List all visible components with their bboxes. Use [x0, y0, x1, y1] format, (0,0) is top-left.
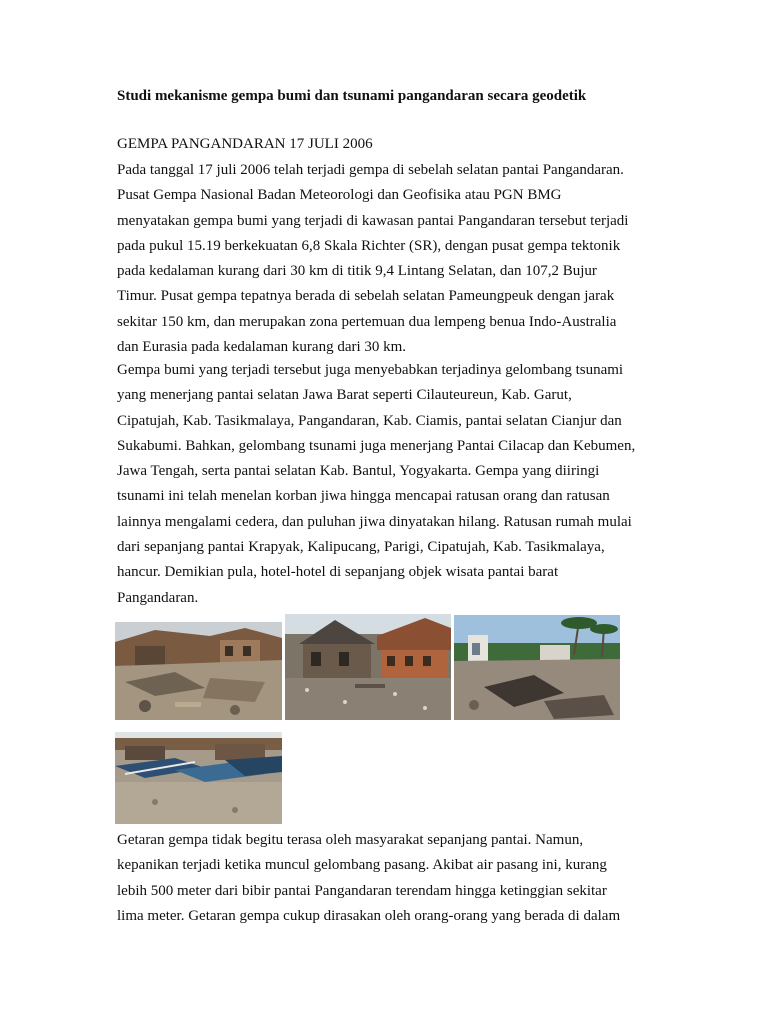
photo-beach-debris [454, 615, 620, 720]
section-heading: GEMPA PANGANDARAN 17 JULI 2006 [117, 136, 373, 152]
paragraph-line: tsunami ini telah menelan korban jiwa hingga mencapai ratusan orang dan ratusan [117, 488, 610, 505]
paragraph-line: Jawa Tengah, serta pantai selatan Kab. Bantul, Yogyakarta. Gempa yang diiringi [117, 463, 600, 480]
paragraph-1 [117, 158, 677, 360]
paragraph-line: lainnya mengalami cedera, dan puluhan jiwa dinyatakan hilang. Ratusan rumah mulai [117, 513, 632, 530]
paragraph-line: menyatakan gempa bumi yang terjadi di kawasan pantai Pangandaran tersebut terjadi [117, 212, 629, 229]
paragraph-line: sekitar 150 km, dan merupakan zona pertemuan dua lempeng benua Indo-Australia [117, 313, 617, 330]
paragraph-line: hancur. Demikian pula, hotel-hotel di sepanjang objek wisata pantai barat [117, 564, 559, 581]
paragraph-line: Gempa bumi yang terjadi tersebut juga menyebabkan terjadinya gelombang tsunami [117, 362, 624, 378]
paragraph-line: Cipatujah, Kab. Tasikmalaya, Pangandaran, Kab. Ciamis, pantai selatan Cianjur dan [117, 412, 622, 429]
paragraph-line: kepanikan terjadi ketika muncul gelombang pasang. Akibat air pasang ini, kurang [117, 857, 607, 874]
paragraph-3 [117, 828, 677, 929]
photo-damaged-boats [115, 732, 282, 824]
paragraph-line: Sukabumi. Bahkan, gelombang tsunami juga menerjang Pantai Cilacap dan Kebumen, [117, 437, 636, 454]
paragraph-line: dari sepanjang pantai Krapyak, Kalipucang, Parigi, Cipatujah, Kab. Tasikmalaya, [117, 539, 605, 556]
paragraph-line: yang menerjang pantai selatan Jawa Barat seperti Cilauteureun, Kab. Garut, [117, 387, 572, 404]
paragraph-line: lima meter. Getaran gempa cukup dirasakan oleh orang-orang yang berada di dalam [117, 907, 621, 924]
paragraph-2 [117, 358, 677, 611]
paragraph-line: dan Eurasia pada kedalaman kurang dari 30 km. [117, 339, 407, 356]
paragraph-line: Getaran gempa tidak begitu terasa oleh masyarakat sepanjang pantai. Namun, [117, 832, 584, 848]
paragraph-line: lebih 500 meter dari bibir pantai Pangandaran terendam hingga ketinggian sekitar [117, 882, 607, 899]
paragraph-line: pada kedalaman kurang dari 30 km di titik 9,4 Lintang Selatan, dan 107,2 Bujur [117, 263, 597, 280]
paragraph-line: Pangandaran. [117, 589, 199, 606]
paragraph-line: Pusat Gempa Nasional Badan Meteorologi dan Geofisika atau PGN BMG [117, 187, 562, 204]
paragraph-line: Timur. Pusat gempa tepatnya berada di sebelah selatan Pameungpeuk dengan jarak [117, 288, 615, 305]
paragraph-line: pada pukul 15.19 berkekuatan 6,8 Skala Richter (SR), dengan pusat gempa tektonik [117, 237, 621, 254]
photo-wrecked-hotel [285, 614, 451, 720]
document-title: Studi mekanisme gempa bumi dan tsunami pangandaran secara geodetik [117, 88, 587, 104]
paragraph-line: Pada tanggal 17 juli 2006 telah terjadi gempa di sebelah selatan pantai Pangandaran. [117, 162, 624, 178]
photo-destroyed-houses [115, 622, 282, 720]
